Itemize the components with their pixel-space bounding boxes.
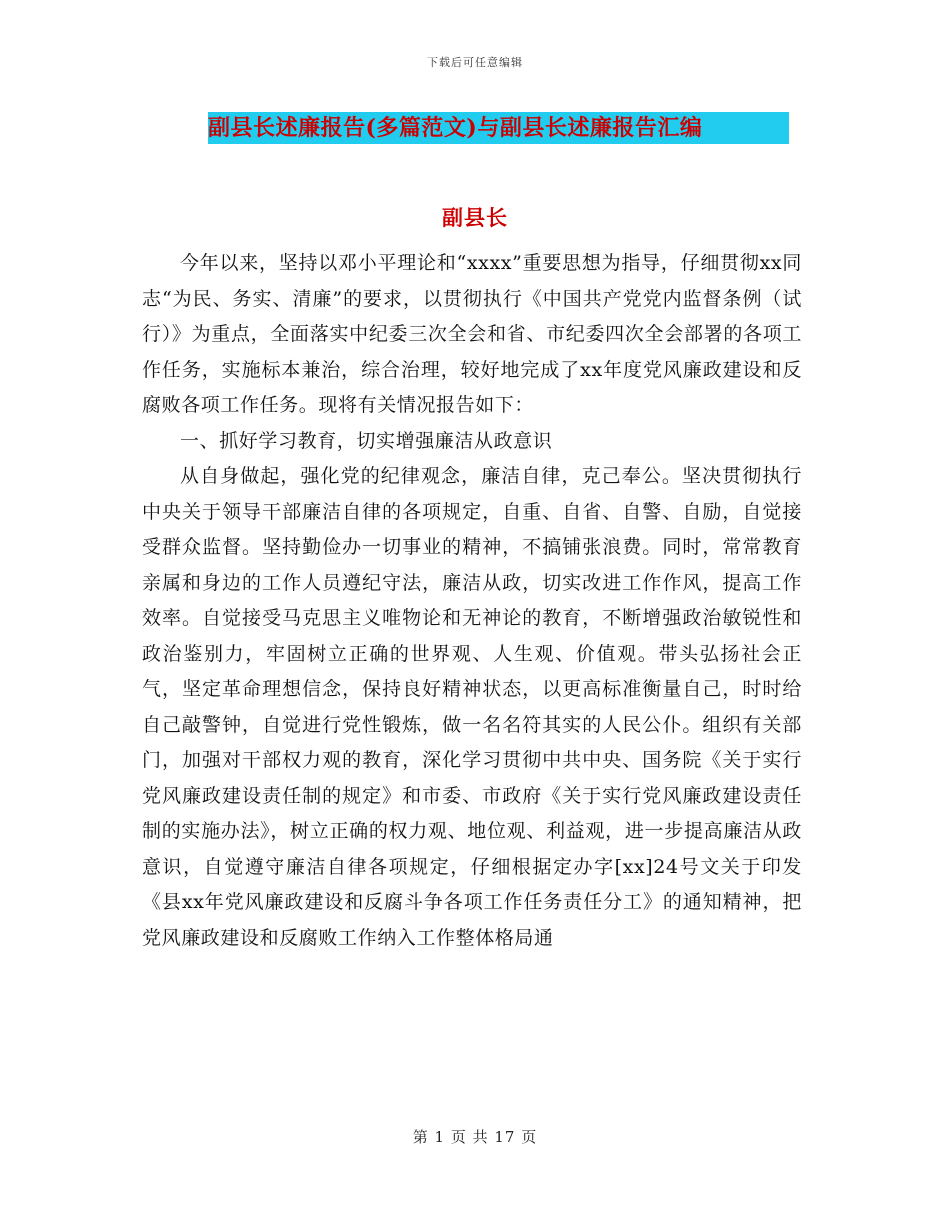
section-title: 副县长 xyxy=(442,205,508,230)
main-title-highlight xyxy=(208,112,789,144)
page-header-note: 下载后可任意编辑 xyxy=(427,56,523,69)
paragraph-intro: 今年以来，坚持以邓小平理论和“xxxx”重要思想为指导，仔细贯彻xx同志“为民、务实、清廉”的要求，以贯彻执行《中国共产党党内监督条例（试行）》为重点，全面落实中纪委三次全会和省、市纪委四次全会部署的各项工作任务，实施标本兼治，综合治理，较好地完成了xx年度党风廉政建设和反腐败各项工作任务。现将有关情况报告如下： xyxy=(142,252,802,416)
paragraph-section-1: 从自身做起，强化党的纪律观念，廉洁自律，克己奉公。坚决贯彻执行中央关于领导干部廉洁自律的各项规定，自重、自省、自警、自励，自觉接受群众监督。坚持勤俭办一切事业的精神，不搞铺张浪费。同时，常常教育亲属和身边的工作人员遵纪守法，廉洁从政，切实改进工作作风，提高工作效率。自觉接受马克思主义唯物论和无神论的教育，不断增强政治敏锐性和政治鉴别力，牢固树立正确的世界观、人生观、价值观。带头弘扬社会正气，坚定革命理想信念，保持良好精神状态，以更高标准衡量自己，时时给自己敲警钟，自觉进行党性锻炼，做一名名符其实的人民公仆。组织有关部门，加强对干部权力观的教育，深化学习贯彻中共中央、国务院《关于实行党风廉政建设责任制的规定》和市委、市政府《关于实行党风廉政建设责任制的实施办法》，树立正确的权力观、地位观、利益观，进一步提高廉洁从政意识，自觉遵守廉洁自律各项规定，仔细根据定办字[xx]24号文关于印发《县xx年党风廉政建设和反腐斗争各项工作任务责任分工》的通知精神，把党风廉政建设和反腐败工作纳入工作整体格局通 xyxy=(142,465,802,949)
page-number: 第 1 页 共 17 页 xyxy=(412,1128,538,1146)
paragraph-heading-1: 一、抓好学习教育，切实增强廉洁从政意识 xyxy=(180,429,553,452)
main-title: 副县长述廉报告(多篇范文)与副县长述廉报告汇编 xyxy=(208,115,703,141)
document-body xyxy=(142,246,802,956)
